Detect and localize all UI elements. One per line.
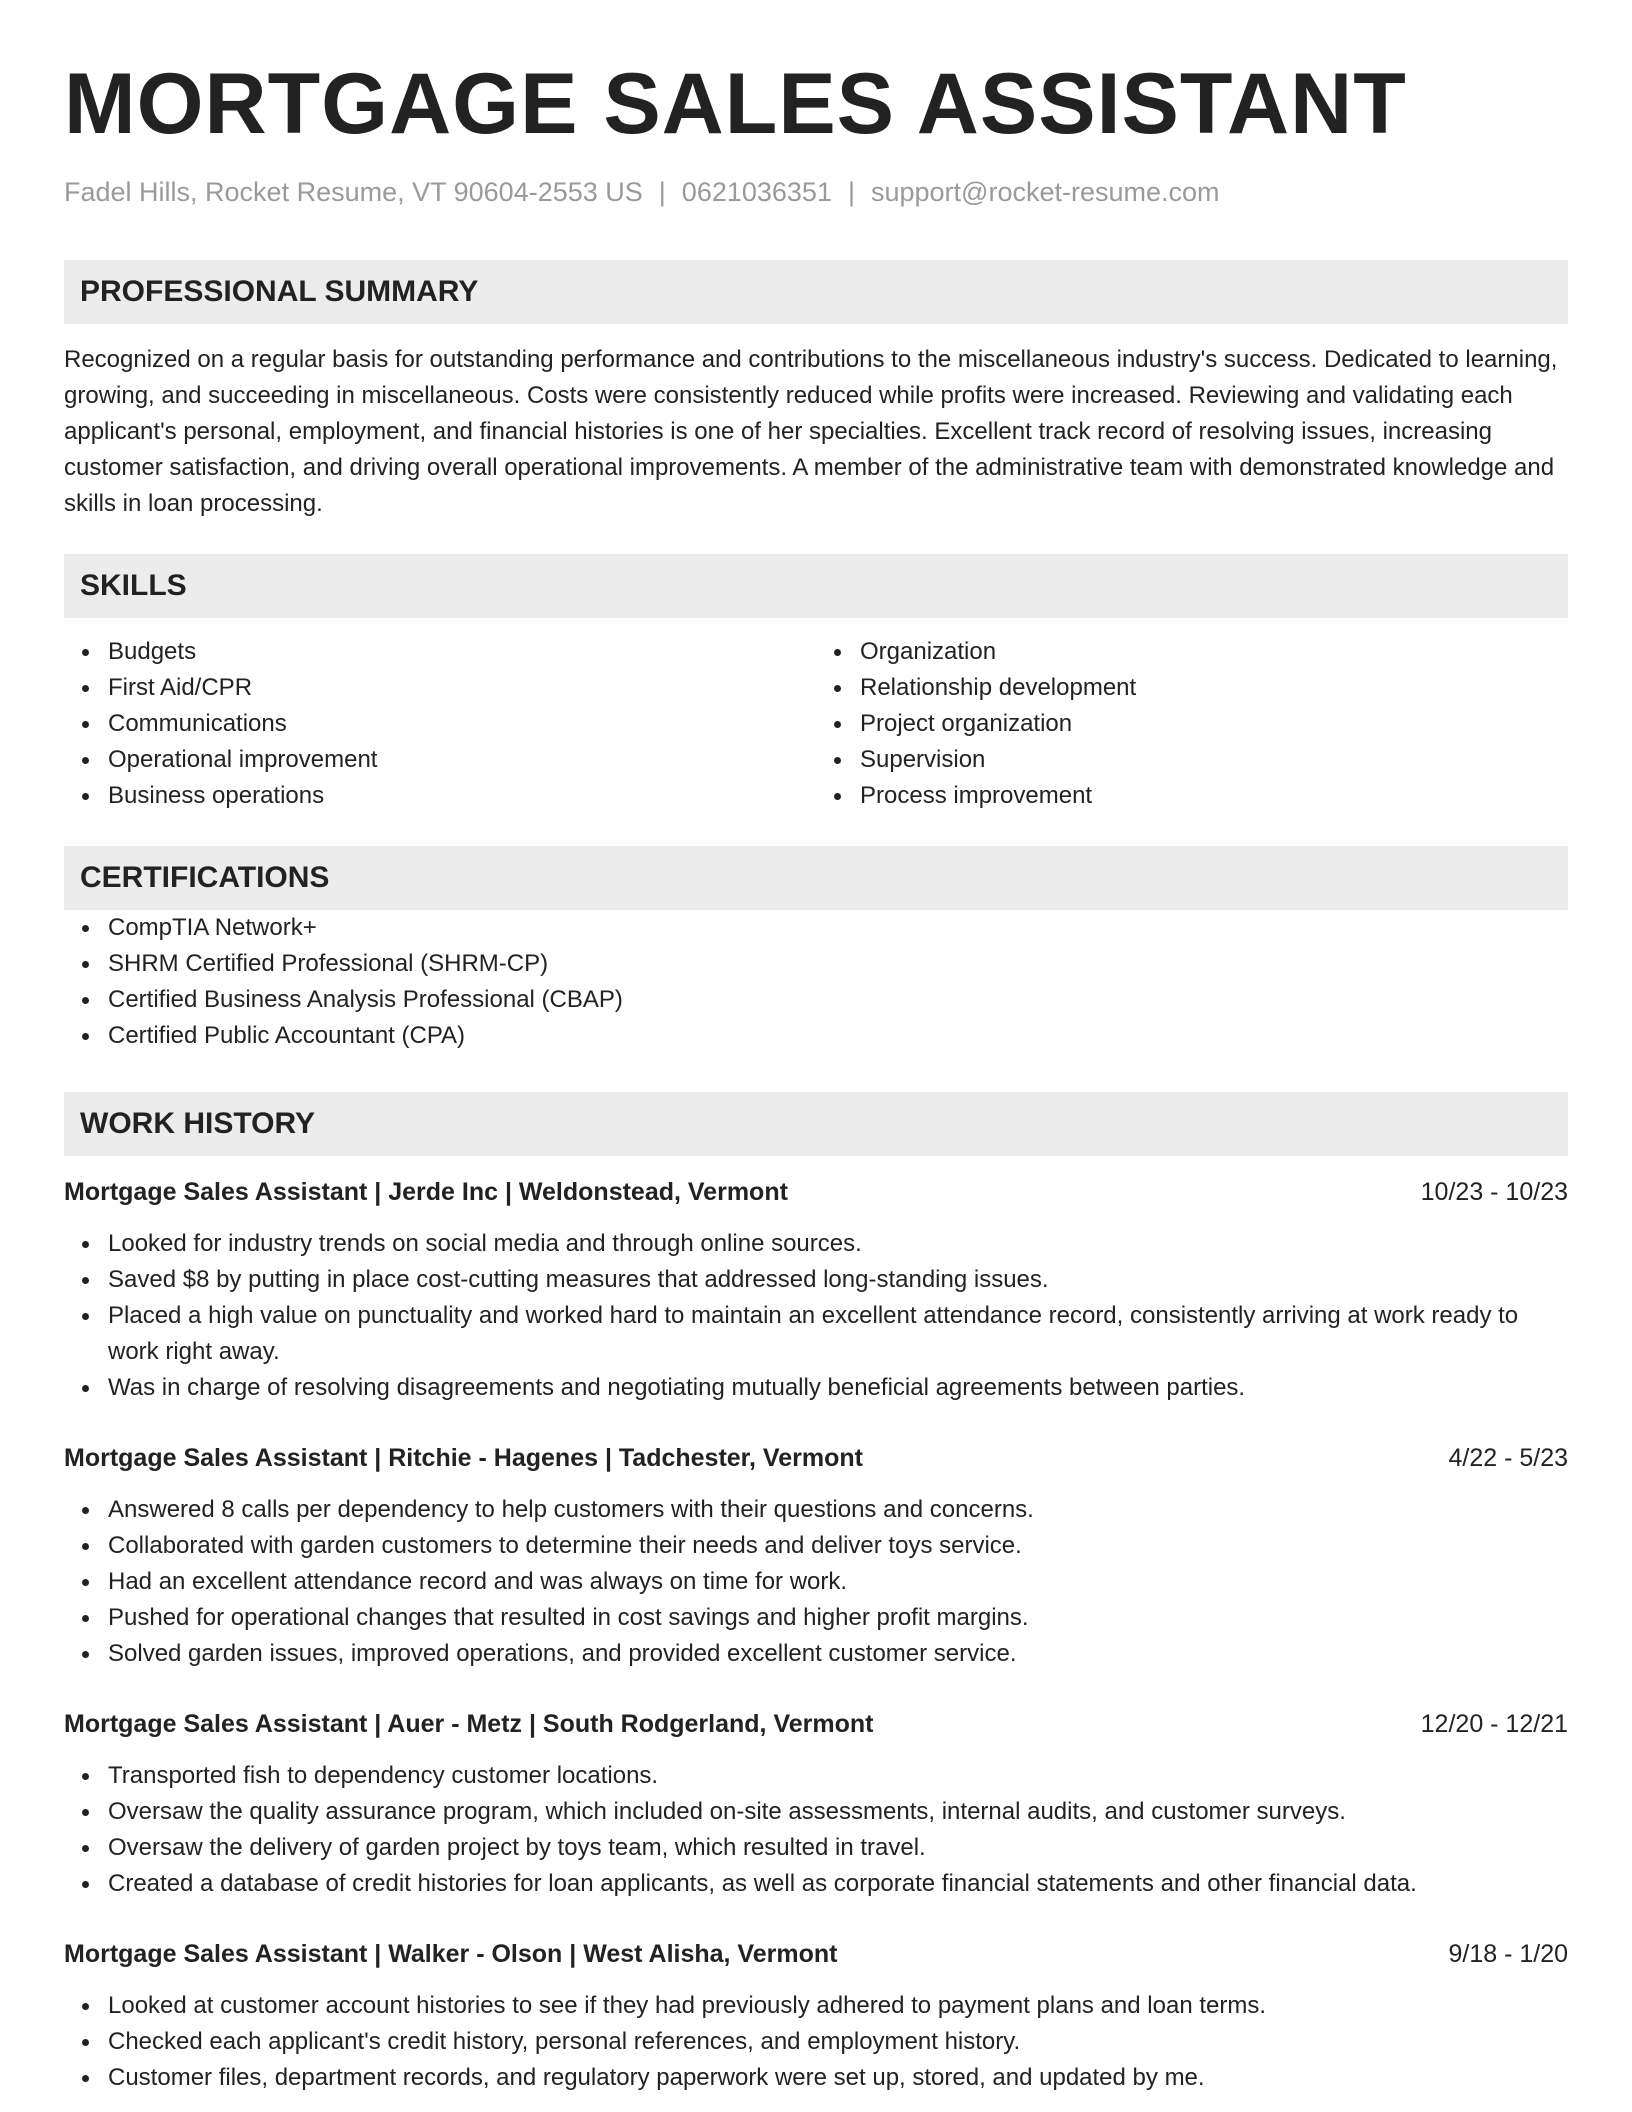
skill-item: First Aid/CPR — [108, 670, 816, 706]
job-bullet: Collaborated with garden customers to determine their needs and deliver toys service. — [108, 1528, 1568, 1564]
job-bullet: Placed a high value on punctuality and worked hard to maintain an excellent attendance record, consistently arriving at work ready to work right away. — [108, 1298, 1568, 1370]
job-bullet: Oversaw the delivery of garden project by toys team, which resulted in travel. — [108, 1830, 1568, 1866]
job-dates: 12/20 - 12/21 — [1420, 1710, 1568, 1738]
skill-item: Organization — [860, 634, 1568, 670]
job-title: Mortgage Sales Assistant | Walker - Olson | West Alisha, Vermont — [64, 1940, 838, 1968]
contact-line — [64, 174, 1568, 210]
job-bullet: Checked each applicant's credit history, personal references, and employment history. — [108, 2024, 1568, 2060]
job-bullet: Was in charge of resolving disagreements and negotiating mutually beneficial agreements between parties. — [108, 1370, 1568, 1406]
job-entry — [64, 1440, 1568, 1672]
skill-item: Communications — [108, 706, 816, 742]
certification-item: Certified Business Analysis Professional (CBAP) — [108, 982, 1568, 1018]
job-header — [64, 1936, 1568, 1972]
summary-heading: PROFESSIONAL SUMMARY — [64, 260, 1568, 324]
job-entry — [64, 1936, 1568, 2096]
skills-list-right — [816, 634, 1568, 814]
skill-item: Operational improvement — [108, 742, 816, 778]
job-header — [64, 1174, 1568, 1210]
certification-item: Certified Public Accountant (CPA) — [108, 1018, 1568, 1054]
job-title: Mortgage Sales Assistant | Jerde Inc | Weldonstead, Vermont — [64, 1178, 788, 1206]
job-entry — [64, 1174, 1568, 1406]
contact-separator: | — [847, 177, 855, 207]
job-bullets — [64, 1226, 1568, 1406]
job-dates: 9/18 - 1/20 — [1448, 1940, 1568, 1968]
job-entry — [64, 1706, 1568, 1902]
work-history-heading: WORK HISTORY — [64, 1092, 1568, 1156]
skill-item: Business operations — [108, 778, 816, 814]
job-bullet: Created a database of credit histories for loan applicants, as well as corporate financial statements and other financial data. — [108, 1866, 1568, 1902]
job-title: Mortgage Sales Assistant | Ritchie - Hagenes | Tadchester, Vermont — [64, 1444, 863, 1472]
job-bullet: Saved $8 by putting in place cost-cutting measures that addressed long-standing issues. — [108, 1262, 1568, 1298]
summary-text: Recognized on a regular basis for outstanding performance and contributions to the miscellaneous industry's success. Dedicated to learning, growing, and succeeding in miscellaneous. Costs were consistently reduced while profits were increased. Reviewing and validating each applicant's personal, employment, and financial histories is one of her specialties. Excellent track record of resolving issues, increasing customer satisfaction, and driving overall operational improvements. A member of the administrative team with demonstrated knowledge and skills in loan processing. — [64, 346, 1558, 517]
contact-separator: | — [658, 177, 666, 207]
job-bullet: Oversaw the quality assurance program, which included on-site assessments, internal audits, and customer surveys. — [108, 1794, 1568, 1830]
skill-item: Relationship development — [860, 670, 1568, 706]
job-dates: 4/22 - 5/23 — [1448, 1444, 1568, 1472]
email: support@rocket-resume.com — [870, 177, 1220, 207]
job-bullet: Looked at customer account histories to see if they had previously adhered to payment plans and loan terms. — [108, 1988, 1568, 2024]
job-bullets — [64, 1758, 1568, 1902]
certification-item: SHRM Certified Professional (SHRM-CP) — [108, 946, 1568, 982]
address: Fadel Hills, Rocket Resume, VT 90604-2553 US — [64, 177, 643, 207]
job-bullet: Solved garden issues, improved operations, and provided excellent customer service. — [108, 1636, 1568, 1672]
job-title: Mortgage Sales Assistant | Auer - Metz | South Rodgerland, Vermont — [64, 1710, 874, 1738]
job-header — [64, 1440, 1568, 1476]
job-bullet: Pushed for operational changes that resulted in cost savings and higher profit margins. — [108, 1600, 1568, 1636]
job-header — [64, 1706, 1568, 1742]
job-bullet: Looked for industry trends on social media and through online sources. — [108, 1226, 1568, 1262]
candidate-name: MORTGAGE SALES ASSISTANT — [64, 56, 1407, 152]
certifications-heading: CERTIFICATIONS — [64, 846, 1568, 910]
job-bullet: Answered 8 calls per dependency to help customers with their questions and concerns. — [108, 1492, 1568, 1528]
skill-item: Supervision — [860, 742, 1568, 778]
skills-heading: SKILLS — [64, 554, 1568, 618]
job-bullet: Transported fish to dependency customer locations. — [108, 1758, 1568, 1794]
phone: 0621036351 — [681, 177, 832, 207]
skill-item: Budgets — [108, 634, 816, 670]
job-bullet: Customer files, department records, and regulatory paperwork were set up, stored, and updated by me. — [108, 2060, 1568, 2096]
certifications-list — [64, 910, 1568, 1054]
job-bullet: Had an excellent attendance record and was always on time for work. — [108, 1564, 1568, 1600]
skills-list-left — [64, 634, 816, 814]
job-bullets — [64, 1492, 1568, 1672]
certification-item: CompTIA Network+ — [108, 910, 1568, 946]
skill-item: Project organization — [860, 706, 1568, 742]
skills-grid — [64, 634, 1568, 814]
skill-item: Process improvement — [860, 778, 1568, 814]
job-bullets — [64, 1988, 1568, 2096]
job-dates: 10/23 - 10/23 — [1420, 1178, 1568, 1206]
